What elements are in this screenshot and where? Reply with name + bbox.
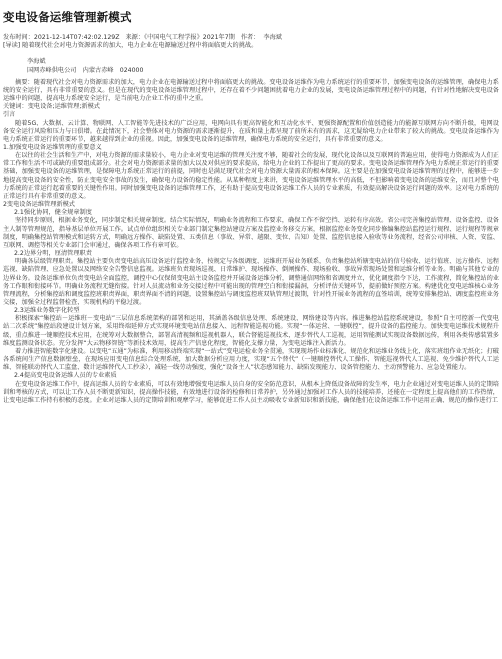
author-label: 作者： 李海斌 [240, 34, 282, 41]
article-meta [3, 34, 499, 42]
lead: [导读] 随着现代社会对电力资源需求的加大，电力企业在电源输送过程中将面临更大的挑战。 [3, 42, 258, 50]
section-2-2-heading: 2.2边界分明，厘清管理职责 [14, 250, 92, 258]
section-1-heading: 1.加强变电设备运维管理的重要意义 [3, 144, 102, 152]
section-2-1-body: 坚持同步原则，根据业务变化，同步制定相关规章制度。结合实际情况，明确业务流程和工作要求，确保工作不留空挡、运转有序高效。省公司完善集控站管理、设备监控、设备主人制等管理规范，指导基层单位开展工作。试点单位组织相关专业部门制定集控站建设方案及监控业务移交方案，根据监控业务变化同步修编集控站监控运行规程、运行规程等规章制度，明确集控站管理模式和运转方式，明确远方操作、缺陷处置、五类信息（事故、异常、越限、变位、告知）处置、监控信息接入验收等业务流程，经省公司审核、人资、安监、互联网、调控等相关专业部门会审通过，确保各项工作有章可依。 [3, 217, 499, 249]
section-1-body: 在以往的社会生活和生产中，对电力资源的需求量较小，电力企业对变电运维的管理关注度不够，随着社会的发展，现代化设备以及互联网的普遍应用，使得电力资源成为人们正常工作和生活不可或缺的重要组成部分。社会对电力资源需求量的加大以及对供应的要求提高，给电力企业的工作提出了更高的要求。变电设备运维管理作为电力系统正常运行的重要基础，加强变电设备的运维管理，是保障电力系统正常运行的前提，同时也是满足现代社会对电力资源大量需求的根本保障。这主要是在加强变电设备运维管理的过程中，能够进一步地提高变电设备的安全性，防止变电安全事故的发生，确保电力设备的稳定性能。从某种程度上来讲，变电设备运维管理水平的高低，不但影响着变电设备的运维安全，而且对整个电力系统的正常运行起着重要的关键性作用。同时加强变电设备的运维管理工作，还有助于提高变电设备运维工作人员的专业素质，有效提高解决设备运行问题的效率。这对电力系统的正常运行具有非常重要的意义。 [3, 152, 499, 200]
section-2-2-body: 明确各层级管理职责。集控站主要负责变电站高压设备运行监控业务，按规定与各级调度、运维班开展业务联系，负责集控站所辖变电站的信号验收、运行值班、远方操作、远程巡视、缺陷管理、应急处置以及网络安全告警信息监视。运维班负责现场巡视、日常维护、现场操作、倒闸操作、现场验收、事故异常现场处置和运维分析等业务。明确与其他专业的边界业务。设备运维单位负责变电站全面监控，调控中心仅保留变电站主设备监控并开展设备运维分析，调整通信网络和省调度并立，优化调度指令下达，工作流程，简化集控站的业务工作眼和衔接环节。明确业务流程无缝衔接。针对人员流动和业务交接过程中可能出现的管理空白和衔接漏洞，分析评估关键环节，提前做好预控方案。构建优化变电运维核心业务管理流程，分析集控站和调度监控班职责界面，职责界面不清的问题，设置集控站与调度监控班双轨管理过渡期，针对性开展业务流程的直签培训，统筹安排集控站、调度监控班业务交接，加强全过程监督检查，实现机构的平稳过渡。 [3, 258, 499, 306]
section-2-1-heading: 2.1强化协同，健全规章制度 [14, 209, 92, 217]
section-2-3-body: 积极探索“集控站－运维班－变电站”三层信息系统架构的部署和运用，其涵盖各级信息处理、系统建设、网络建设等内容。推进集控站监控系统建设，参照“自主可控新一代变电站二次系统”集控站段建设计划方案，采用终端延伸方式实现环境变电站信息接入、远程智能巡视功能。实现“一体运营、一键联控”，提升设备的监控能力。加快变电运维技术规程升级，重点推进一键顺控技术应用，在统筹对大数据整合，部署高清视频和巡视机器人，联合督能巡视技术，逐步替代人工巡视，运用智能测试实现设备数据远传，利用各类传感装置多维度监测设备状态。充分发挥“大云物移智链”等新技术效用，提高生产信息化程度，智能化支撑力量，为变电运维注入新活力。 [3, 315, 499, 347]
source: 来源：《中国电气工程学报》2021年7期 [125, 34, 235, 41]
section-2-heading: 2变电设备运维管理新模式 [3, 201, 75, 209]
intro-body: 随着5G、大数据、云计算、物联网、人工智能等先进技术的广泛应用，电网向具有更高智能化和互动化水平、更强资源配置和价值创造能力的能源互联网方向不断升级，电网设备安全运行风险和压力与日俱增。在此情况下，社会整体对电力资源的需求逐渐提升，在质和量上都呈现了前所未有的需求，这无疑给电力企业带来了较大的挑战。变电设备运维作为电力系统正常运行的重要环节，越来越得到企业的重视。因此，加强变电设备的运维管理，确保电力系统的安全运行，具有非常重要的意义。 [3, 119, 499, 143]
article-title: 变电设备运维管理新模式 [3, 10, 132, 24]
article-page [0, 10, 502, 659]
author-block [3, 58, 499, 74]
affiliation: 国网赤峰供电公司 内蒙古赤峰 024000 [27, 66, 144, 74]
section-2-3-body-2: 着力推进智能数字化建设。以变电“五通”为标准，利用移动终端实现“一站式”变电运检业务全贯通，实现现场作业标准化、规范化和运维业务线上化，落实班组作业无纸化；打破各系统间生产信息数据壁垒，在现场应用变电信息综合处理系统，加大数据分析应用力度，实现“五个替代”（一键顺控替代人工操作、智能巡视替代人工巡视、免少维护替代人工运维、智能联动替代人工监盘、数计运维替代人工抄录），减轻一线劳动强度，强化“设备主人”状态感知能力、缺陷发现能力、设备管控能力、主动预警能力、应急处置能力。 [3, 347, 499, 372]
abstract: 摘要：随着现代社会对电力资源需求的加大，电力企业在电源输送过程中将面临更大的挑战。变电设备运维作为电力系统运行的重要环节，加强变电设备的运维管理，确保电力系统的安全运行，具有非常重要的意义。但是在现代的变电设备运维管理过程中，还存在着不少问题困扰着电力企业的发展，变电设备运维管理过程中的问题，有针对性地解决变电设备运维中的问题，提高电力系统安全运行，是当前电力企业工作的重中之重。 [3, 78, 499, 103]
intro-heading: 引言 [3, 111, 16, 119]
publish-time: 发布时间：2021-12-14T07:42:02.129Z [3, 34, 120, 41]
author-name: 李海斌 [27, 58, 46, 66]
keywords: 关键词：变电设备;运维管理;新模式 [3, 103, 100, 111]
section-2-4-body: 在变电设备运维工作中，提高运维人员的专业素质，可以有效地增强变电运维人员自身的安全防范意识，从根本上降低设备故障的发生率，电力企业通过对变电运维人员的定期培训和考核的方式，可以让工作人员不断更新知识，提高操作技能，有效地进行设备的检修和日常养护，另外通过加强对工作人员的技能培养，还能在一定程度上提高他们的工作热情，让变电运维工作持有积极的态度。企业对运维人员的定期培训和观摩学习，能够促进工作人员主动吸收专业新知识和新技能，确保他们在设备运维工作中运用正确、规范的操作进行工 [3, 380, 499, 404]
section-2-4-heading: 2.4提高变电设备运维人员的专业素质 [14, 372, 117, 380]
section-2-3-heading: 2.3运维业务数字化转型 [14, 307, 80, 315]
